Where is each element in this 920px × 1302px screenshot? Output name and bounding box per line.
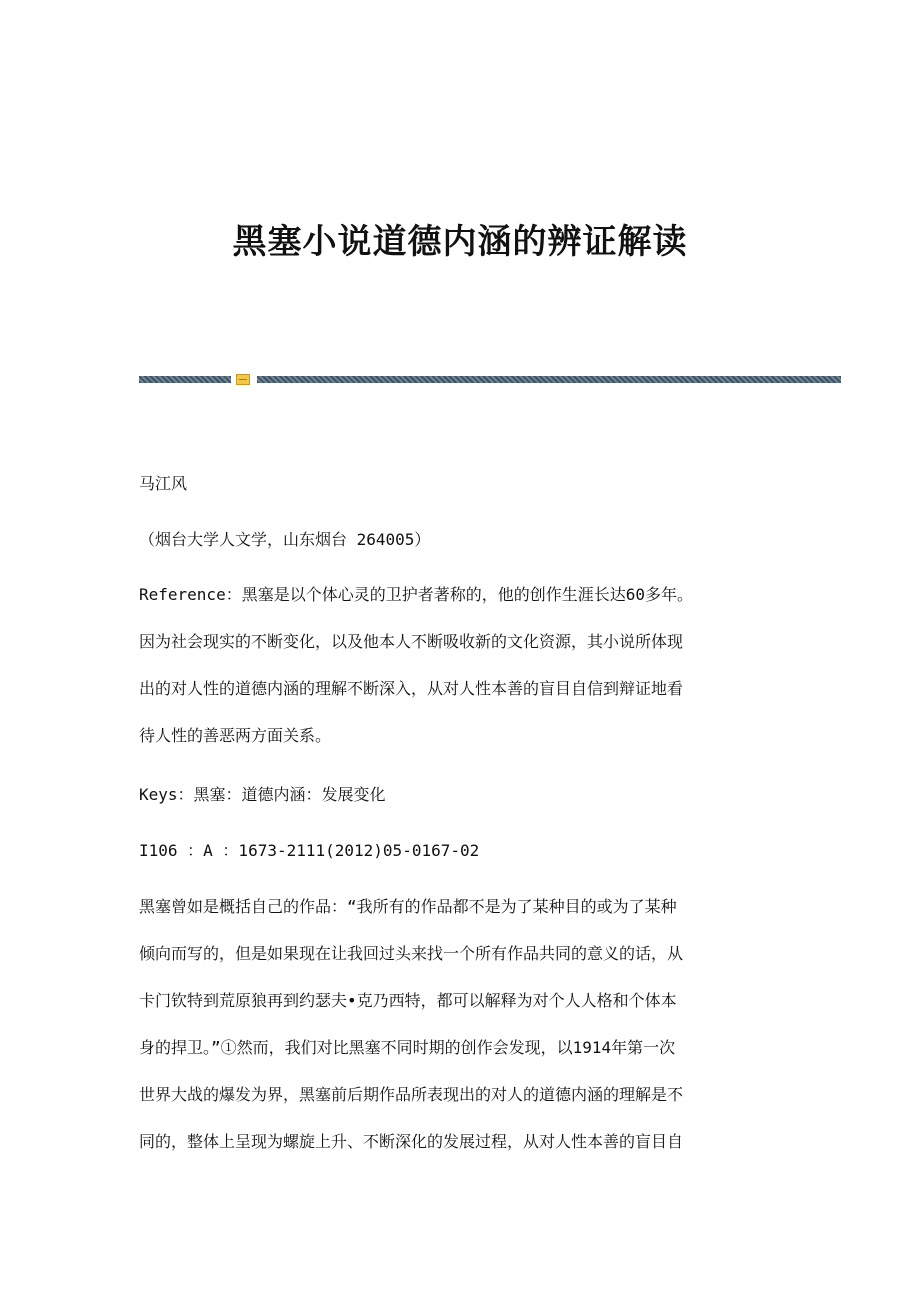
paper-title: 黑塞小说道德内涵的辨证解读 [232,222,688,262]
body-line: 同的，整体上呈现为螺旋上升、不断深化的发展过程，从对人性本善的盲目自 [139,1132,684,1151]
abstract [139,582,799,770]
body-line: 黑塞曾如是概括自己的作品：“我所有的作品都不是为了某种目的或为了某种 [139,897,677,916]
abstract-line: 待人性的善恶两方面关系。 [139,726,332,745]
author-affiliation: （烟台大学人文学，山东烟台 264005） [139,530,431,549]
classification-code: I106 ：A ：1673-2111(2012)05-0167-02 [139,841,480,860]
author-name: 马江风 [139,474,188,493]
abstract-line: Reference：黑塞是以个体心灵的卫护者著称的，他的创作生涯长达60多年。 [139,585,693,604]
divider-bar-right [257,376,841,383]
body-paragraph [139,894,799,1176]
body-line: 世界大战的爆发为界，黑塞前后期作品所表现出的对人的道德内涵的理解是不 [139,1085,684,1104]
body-line: 身的捍卫。”①然而，我们对比黑塞不同时期的创作会发现，以1914年第一次 [139,1038,676,1057]
abstract-line: 出的对人性的道德内涵的理解不断深入，从对人性本善的盲目自信到辩证地看 [139,679,684,698]
body-line: 倾向而写的，但是如果现在让我回过头来找一个所有作品共同的意义的话，从 [139,944,684,963]
divider-ornament-icon [236,374,250,385]
body-line: 卡门钦特到荒原狼再到约瑟夫•克乃西特，都可以解释为对个人人格和个体本 [139,991,677,1010]
abstract-line: 因为社会现实的不断变化，以及他本人不断吸收新的文化资源，其小说所体现 [139,632,684,651]
divider-bar-left [139,376,231,383]
keywords: Keys：黑塞：道德内涵：发展变化 [139,785,386,804]
title-divider [139,374,841,384]
